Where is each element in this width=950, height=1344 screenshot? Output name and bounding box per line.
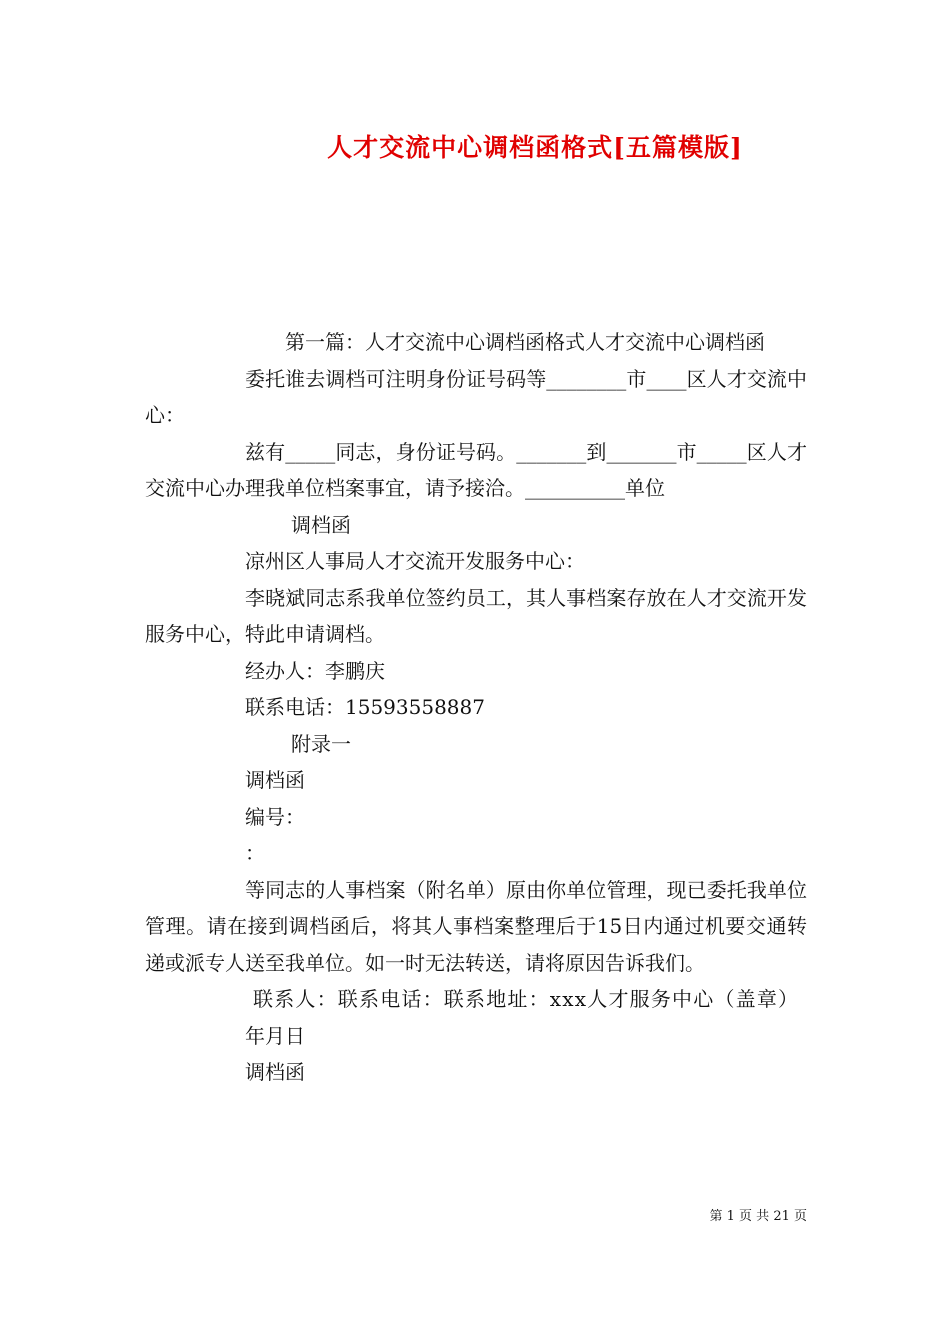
paragraph-date: 年月日 bbox=[245, 1023, 305, 1048]
document-body bbox=[145, 324, 807, 1091]
paragraph-letter-title: 调档函 bbox=[245, 768, 305, 792]
paragraph-phone: 联系电话：15593558887 bbox=[245, 695, 485, 719]
paragraph-recipient: 凉州区人事局人才交流开发服务中心： bbox=[245, 549, 585, 573]
paragraph-contact: 联系人：联系电话：联系地址：xxx人才服务中心（盖章） bbox=[253, 987, 800, 1011]
paragraph-number: 编号： bbox=[245, 804, 305, 829]
paragraph-colon: ： bbox=[245, 841, 265, 865]
paragraph-subtitle-letter: 调档函 bbox=[291, 512, 351, 537]
paragraph-delegate: 委托谁去调档可注明身份证号码等________市____区人才交流中心： bbox=[145, 366, 807, 427]
paragraph-appendix: 附录一 bbox=[291, 731, 351, 756]
paragraph-request: 李晓斌同志系我单位签约员工，其人事档案存放在人才交流开发服务中心，特此申请调档。 bbox=[145, 585, 807, 646]
paragraph-letter-title-2: 调档函 bbox=[245, 1060, 305, 1084]
page-number-footer: 第 1 页 共 21 页 bbox=[709, 1209, 807, 1224]
paragraph-transfer: 等同志的人事档案（附名单）原由你单位管理，现已委托我单位管理。请在接到调档函后，将其人事档案整理后于15日内通过机要交通转递或派专人送至我单位。如一时无法转送，请将原因告诉我们。 bbox=[145, 877, 807, 975]
paragraph-heading-first: 第一篇：人才交流中心调档函格式人才交流中心调档函 bbox=[285, 330, 765, 354]
document-title: 人才交流中心调档函格式[五篇模版] bbox=[327, 133, 743, 162]
paragraph-handler: 经办人：李鹏庆 bbox=[245, 658, 385, 683]
paragraph-introduction: 兹有_____同志，身份证号码。_______到_______市_____区人才交流中心办理我单位档案事宜，请予接洽。__________单位 bbox=[145, 439, 807, 500]
